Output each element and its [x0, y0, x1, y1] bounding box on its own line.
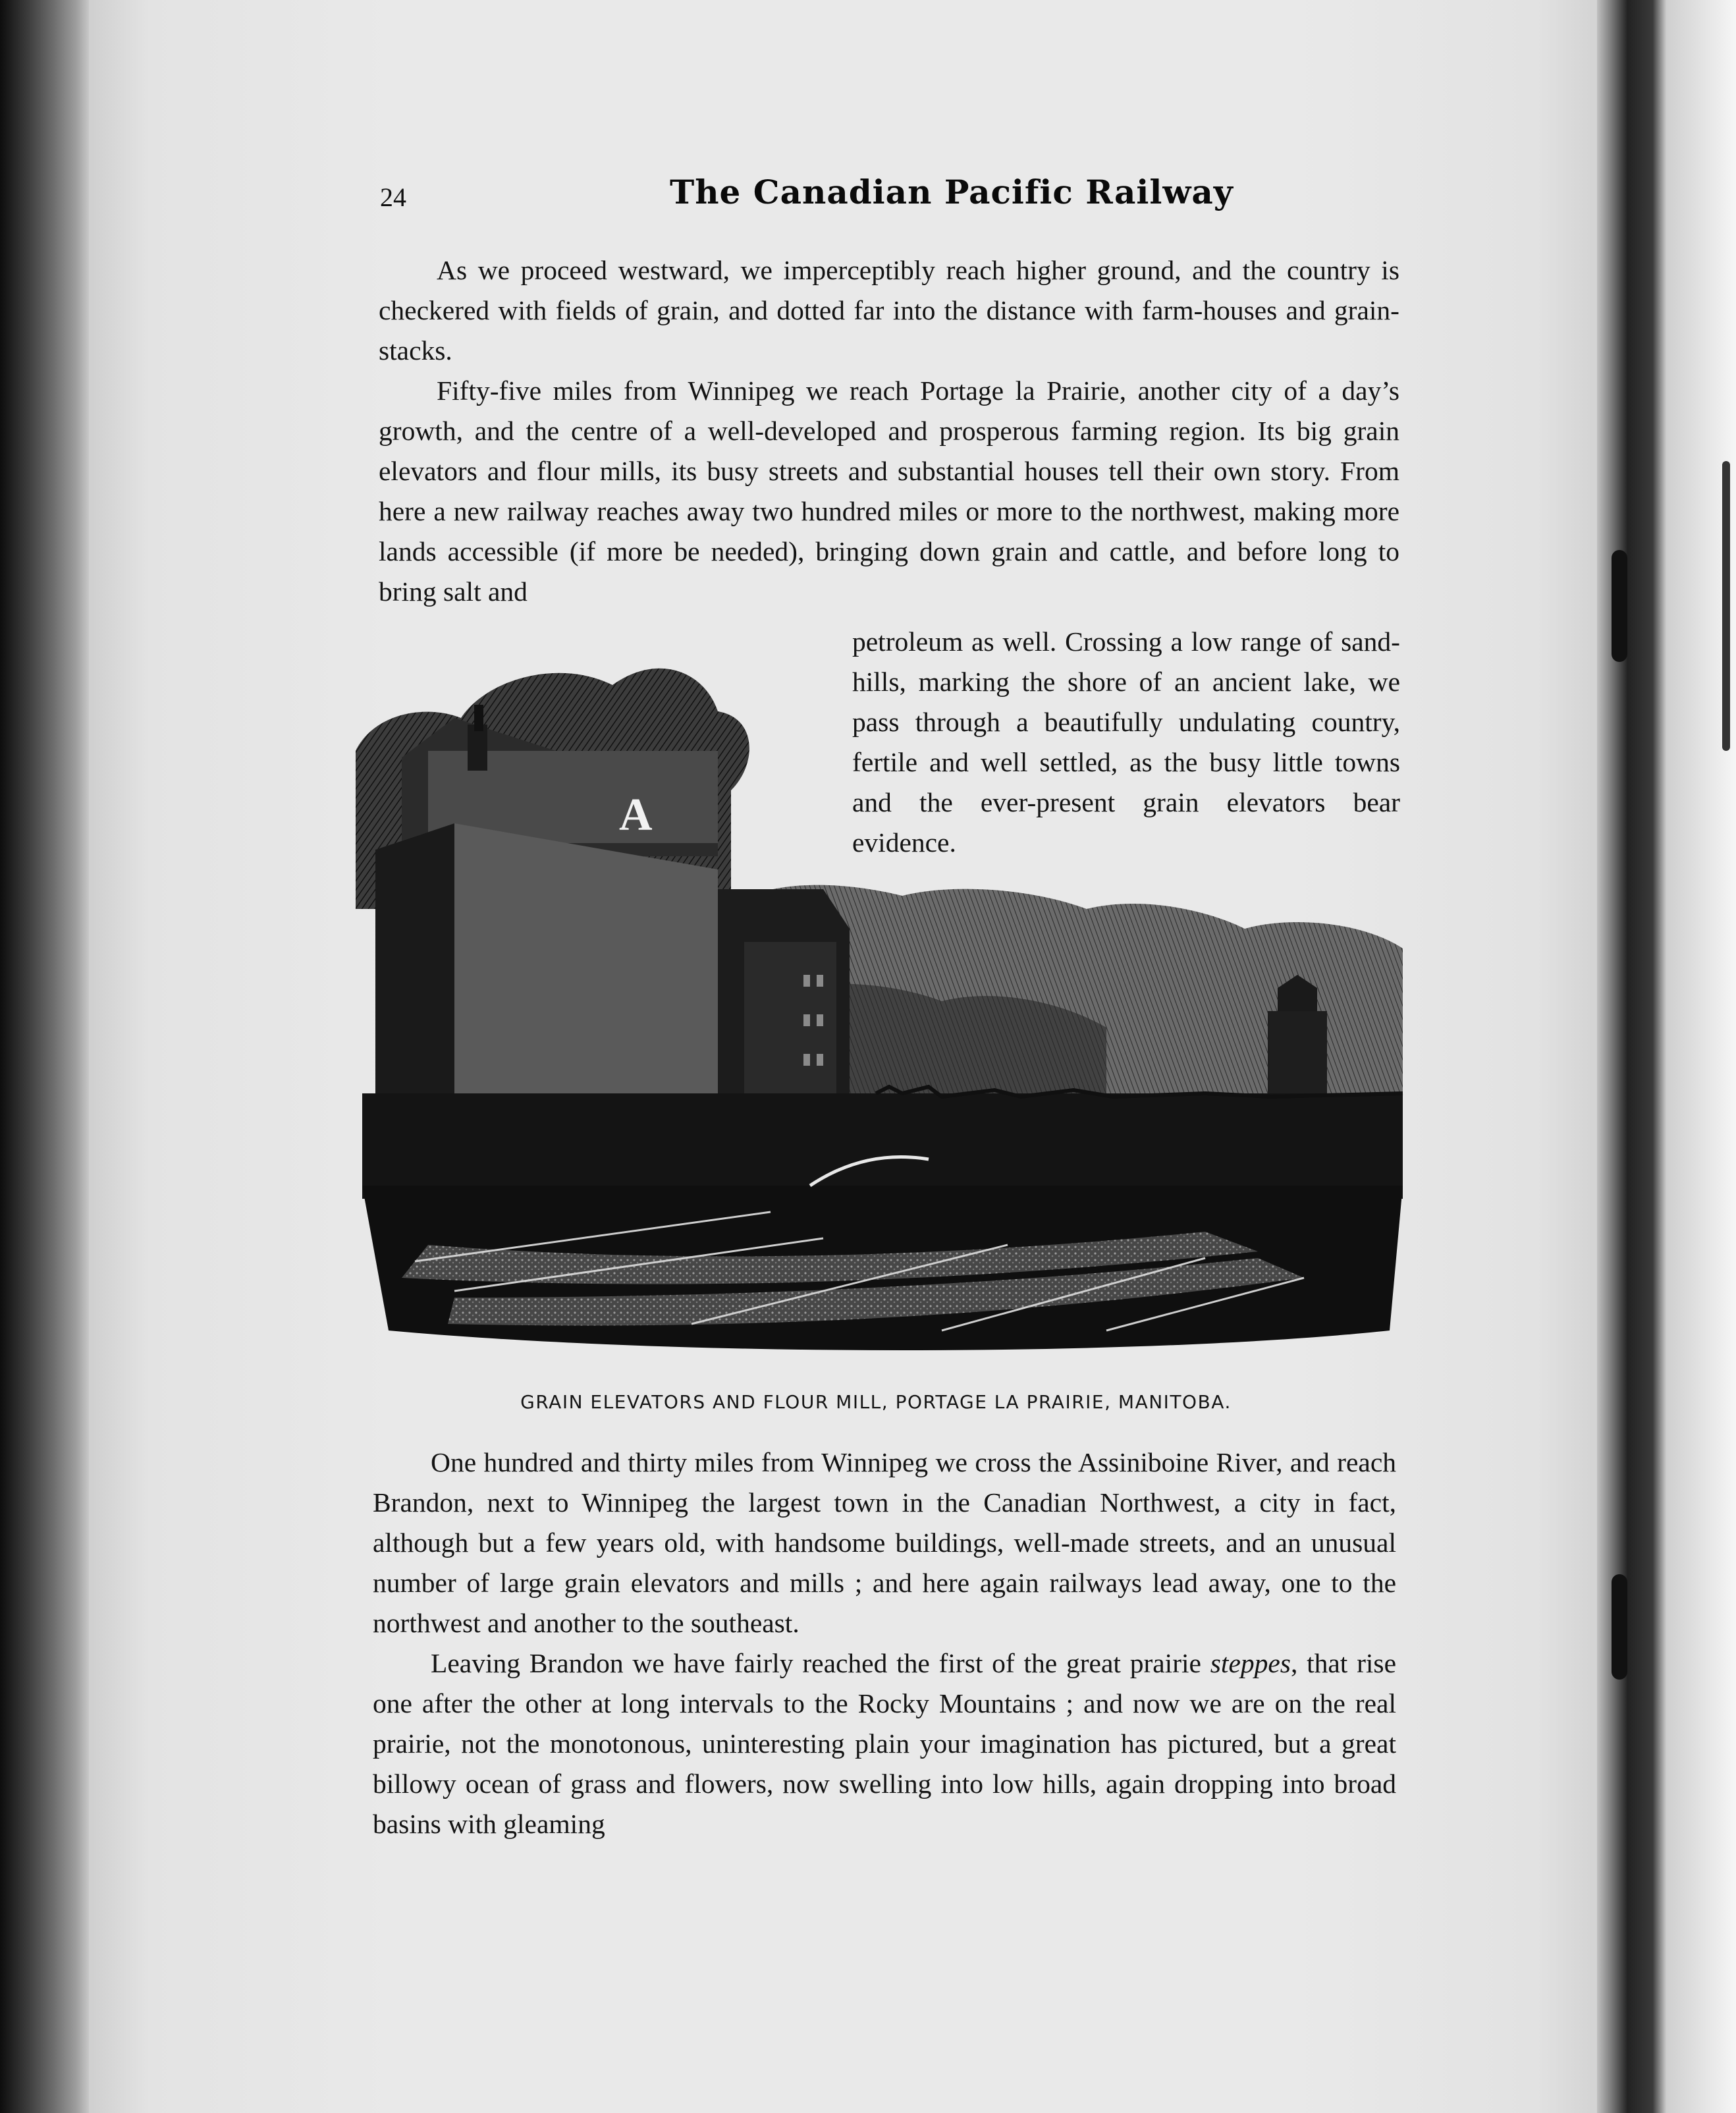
paragraph-text: Leaving Brandon we have fairly reached the first of the great prairie	[431, 1648, 1201, 1678]
running-title: The Canadian Pacific Railway	[670, 173, 1234, 211]
running-head	[380, 173, 1394, 225]
town-skyline	[362, 1093, 1403, 1199]
paragraph: Fifty-five miles from Winnipeg we reach Portage la Prairie, another city of a day’s growth, and the centre of a well-developed and prosperous farming region. Its big grain elevators and flour mills, its busy streets and substantial houses tell their own story. From here a new railway reaches away two hundred miles or more to the northwest, making more lands accessible (if more be needed), bringing down grain and cattle, and before long to bring salt and	[379, 375, 1399, 607]
binding-mark	[1722, 461, 1730, 751]
text-block-top	[379, 250, 1399, 612]
page-number: 24	[380, 182, 406, 212]
figure-caption: GRAIN ELEVATORS AND FLOUR MILL, PORTAGE LA PRAIRIE, MANITOBA.	[520, 1391, 1232, 1413]
paragraph	[373, 1643, 1396, 1844]
italic-word: steppes	[1210, 1648, 1291, 1678]
scan-right-edge	[1597, 0, 1736, 2113]
engraving-grain-elevators	[349, 632, 1416, 1370]
scan-left-edge	[0, 0, 89, 2113]
binding-mark	[1612, 1574, 1627, 1680]
text-block-bottom	[373, 1442, 1396, 1844]
elevator-letter: A	[619, 790, 653, 840]
paragraph: As we proceed westward, we imperceptibly reach higher ground, and the country is checkered with fields of grain, and dotted far into the distance with farm-houses and grain-stacks.	[379, 255, 1399, 366]
paragraph-text: , that rise one after the other at long intervals to the Rocky Mountains ; and now we are on the real prairie, not the monotonous, uninteresting plain your imagination has pictured, but a great billowy ocean of grass and flowers, now swelling into low hills, again dropping into broad basins with gleaming	[373, 1648, 1396, 1839]
binding-mark	[1612, 550, 1627, 662]
paragraph: One hundred and thirty miles from Winnipeg we cross the Assiniboine River, and reach Brandon, next to Winnipeg the largest town in the Canadian Northwest, a city in fact, although but a few years old, with handsome buildings, well-made streets, and an unusual number of large grain elevators and mills ; and here again railways lead away, one to the northwest and another to the southeast.	[373, 1447, 1396, 1638]
paragraph-continuation: petroleum as well. Crossing a low range of sand-hills, marking the shore of an ancient lake, we pass through a beautifully undulating country, fertile and well settled, as the busy little towns and the ever-present grain elevators bear evidence.	[852, 626, 1400, 858]
